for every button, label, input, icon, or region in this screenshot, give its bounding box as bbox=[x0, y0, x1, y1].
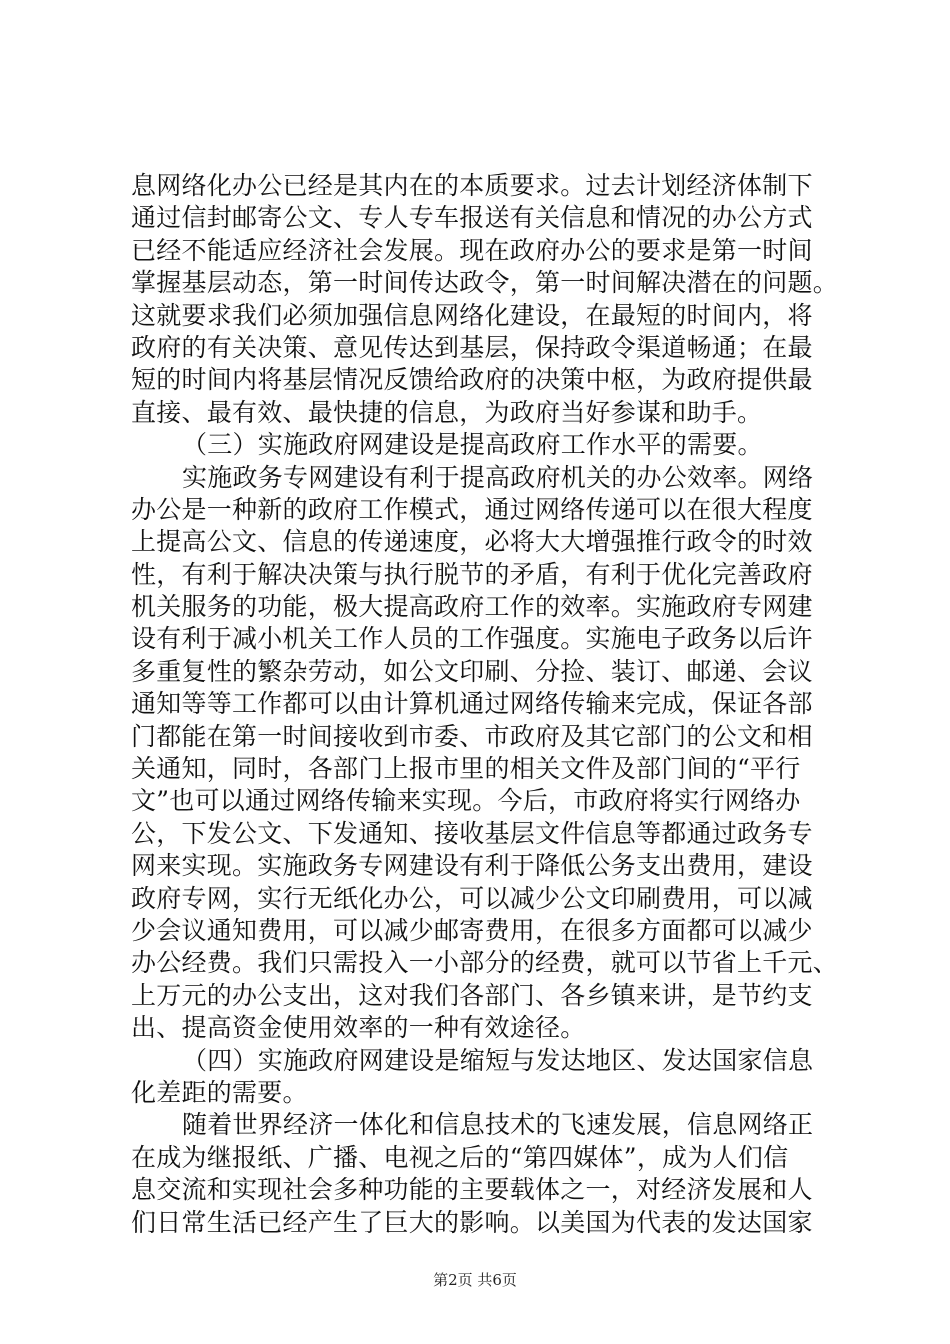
text-line: 上提高公文、信息的传递速度，必将大大增强推行政令的时效 bbox=[131, 527, 813, 557]
text-line: 随着世界经济一体化和信息技术的飞速发展，信息网络正 bbox=[182, 1110, 814, 1140]
text-line: 息网络化办公已经是其内在的本质要求。过去计划经济体制下 bbox=[131, 171, 813, 200]
text-line: 机关服务的功能，极大提高政府工作的效率。实施政府专网建 bbox=[131, 592, 813, 622]
text-line: （四）实施政府网建设是缩短与发达地区、发达国家信息 bbox=[182, 1045, 814, 1075]
text-line: 已经不能适应经济社会发展。现在政府办公的要求是第一时间 bbox=[131, 235, 813, 265]
text-line: 办公经费。我们只需投入一小部分的经费，就可以节省上千元、 bbox=[131, 948, 839, 978]
text-line: 文”也可以通过网络传输来实现。今后，市政府将实行网络办 bbox=[131, 786, 801, 816]
text-line: 在成为继报纸、广播、电视之后的“第四媒体”，成为人们信 bbox=[131, 1142, 789, 1172]
text-line: 这就要求我们必须加强信息网络化建设，在最短的时间内，将 bbox=[131, 300, 813, 330]
text-line: 直接、最有效、最快捷的信息，为政府当好参谋和助手。 bbox=[131, 397, 763, 427]
text-line: 出、提高资金使用效率的一种有效途径。 bbox=[131, 1013, 586, 1043]
text-line: （三）实施政府网建设是提高政府工作水平的需要。 bbox=[182, 430, 763, 460]
text-line: 门都能在第一时间接收到市委、市政府及其它部门的公文和相 bbox=[131, 721, 813, 751]
text-line: 设有利于减小机关工作人员的工作强度。实施电子政务以后许 bbox=[131, 624, 813, 654]
text-line: 网来实现。实施政务专网建设有利于降低公务支出费用，建设 bbox=[131, 851, 813, 881]
page-footer: 第2页 共6页 bbox=[433, 1271, 517, 1289]
text-line: 关通知，同时，各部门上报市里的相关文件及部门间的“平行 bbox=[131, 754, 801, 784]
text-line: 多重复性的繁杂劳动，如公文印刷、分捡、装订、邮递、会议 bbox=[131, 656, 813, 686]
text-line: 上万元的办公支出，这对我们各部门、各乡镇来讲，是节约支 bbox=[131, 980, 813, 1010]
text-line: 政府专网，实行无纸化办公，可以减少公文印刷费用，可以减 bbox=[131, 883, 813, 913]
text-line: 们日常生活已经产生了巨大的影响。以美国为代表的发达国家 bbox=[131, 1207, 813, 1237]
text-line: 少会议通知费用，可以减少邮寄费用，在很多方面都可以减少 bbox=[131, 915, 813, 945]
text-line: 公，下发公文、下发通知、接收基层文件信息等都通过政务专 bbox=[131, 818, 813, 848]
body-text bbox=[131, 170, 851, 1239]
text-line: 化差距的需要。 bbox=[131, 1077, 308, 1107]
text-line: 通知等等工作都可以由计算机通过网络传输来完成，保证各部 bbox=[131, 689, 813, 719]
text-line: 办公是一种新的政府工作模式，通过网络传递可以在很大程度 bbox=[131, 494, 813, 524]
text-line: 掌握基层动态，第一时间传达政令，第一时间解决潜在的问题。 bbox=[131, 268, 839, 298]
text-line: 通过信封邮寄公文、专人专车报送有关信息和情况的办公方式 bbox=[131, 203, 813, 233]
text-line: 政府的有关决策、意见传达到基层，保持政令渠道畅通；在最 bbox=[131, 332, 813, 362]
text-line: 实施政务专网建设有利于提高政府机关的办公效率。网络 bbox=[182, 462, 814, 492]
text-line: 短的时间内将基层情况反馈给政府的决策中枢，为政府提供最 bbox=[131, 365, 813, 395]
text-line: 性，有利于解决决策与执行脱节的矛盾，有利于优化完善政府 bbox=[131, 559, 813, 589]
text-line: 息交流和实现社会多种功能的主要载体之一，对经济发展和人 bbox=[131, 1175, 813, 1205]
